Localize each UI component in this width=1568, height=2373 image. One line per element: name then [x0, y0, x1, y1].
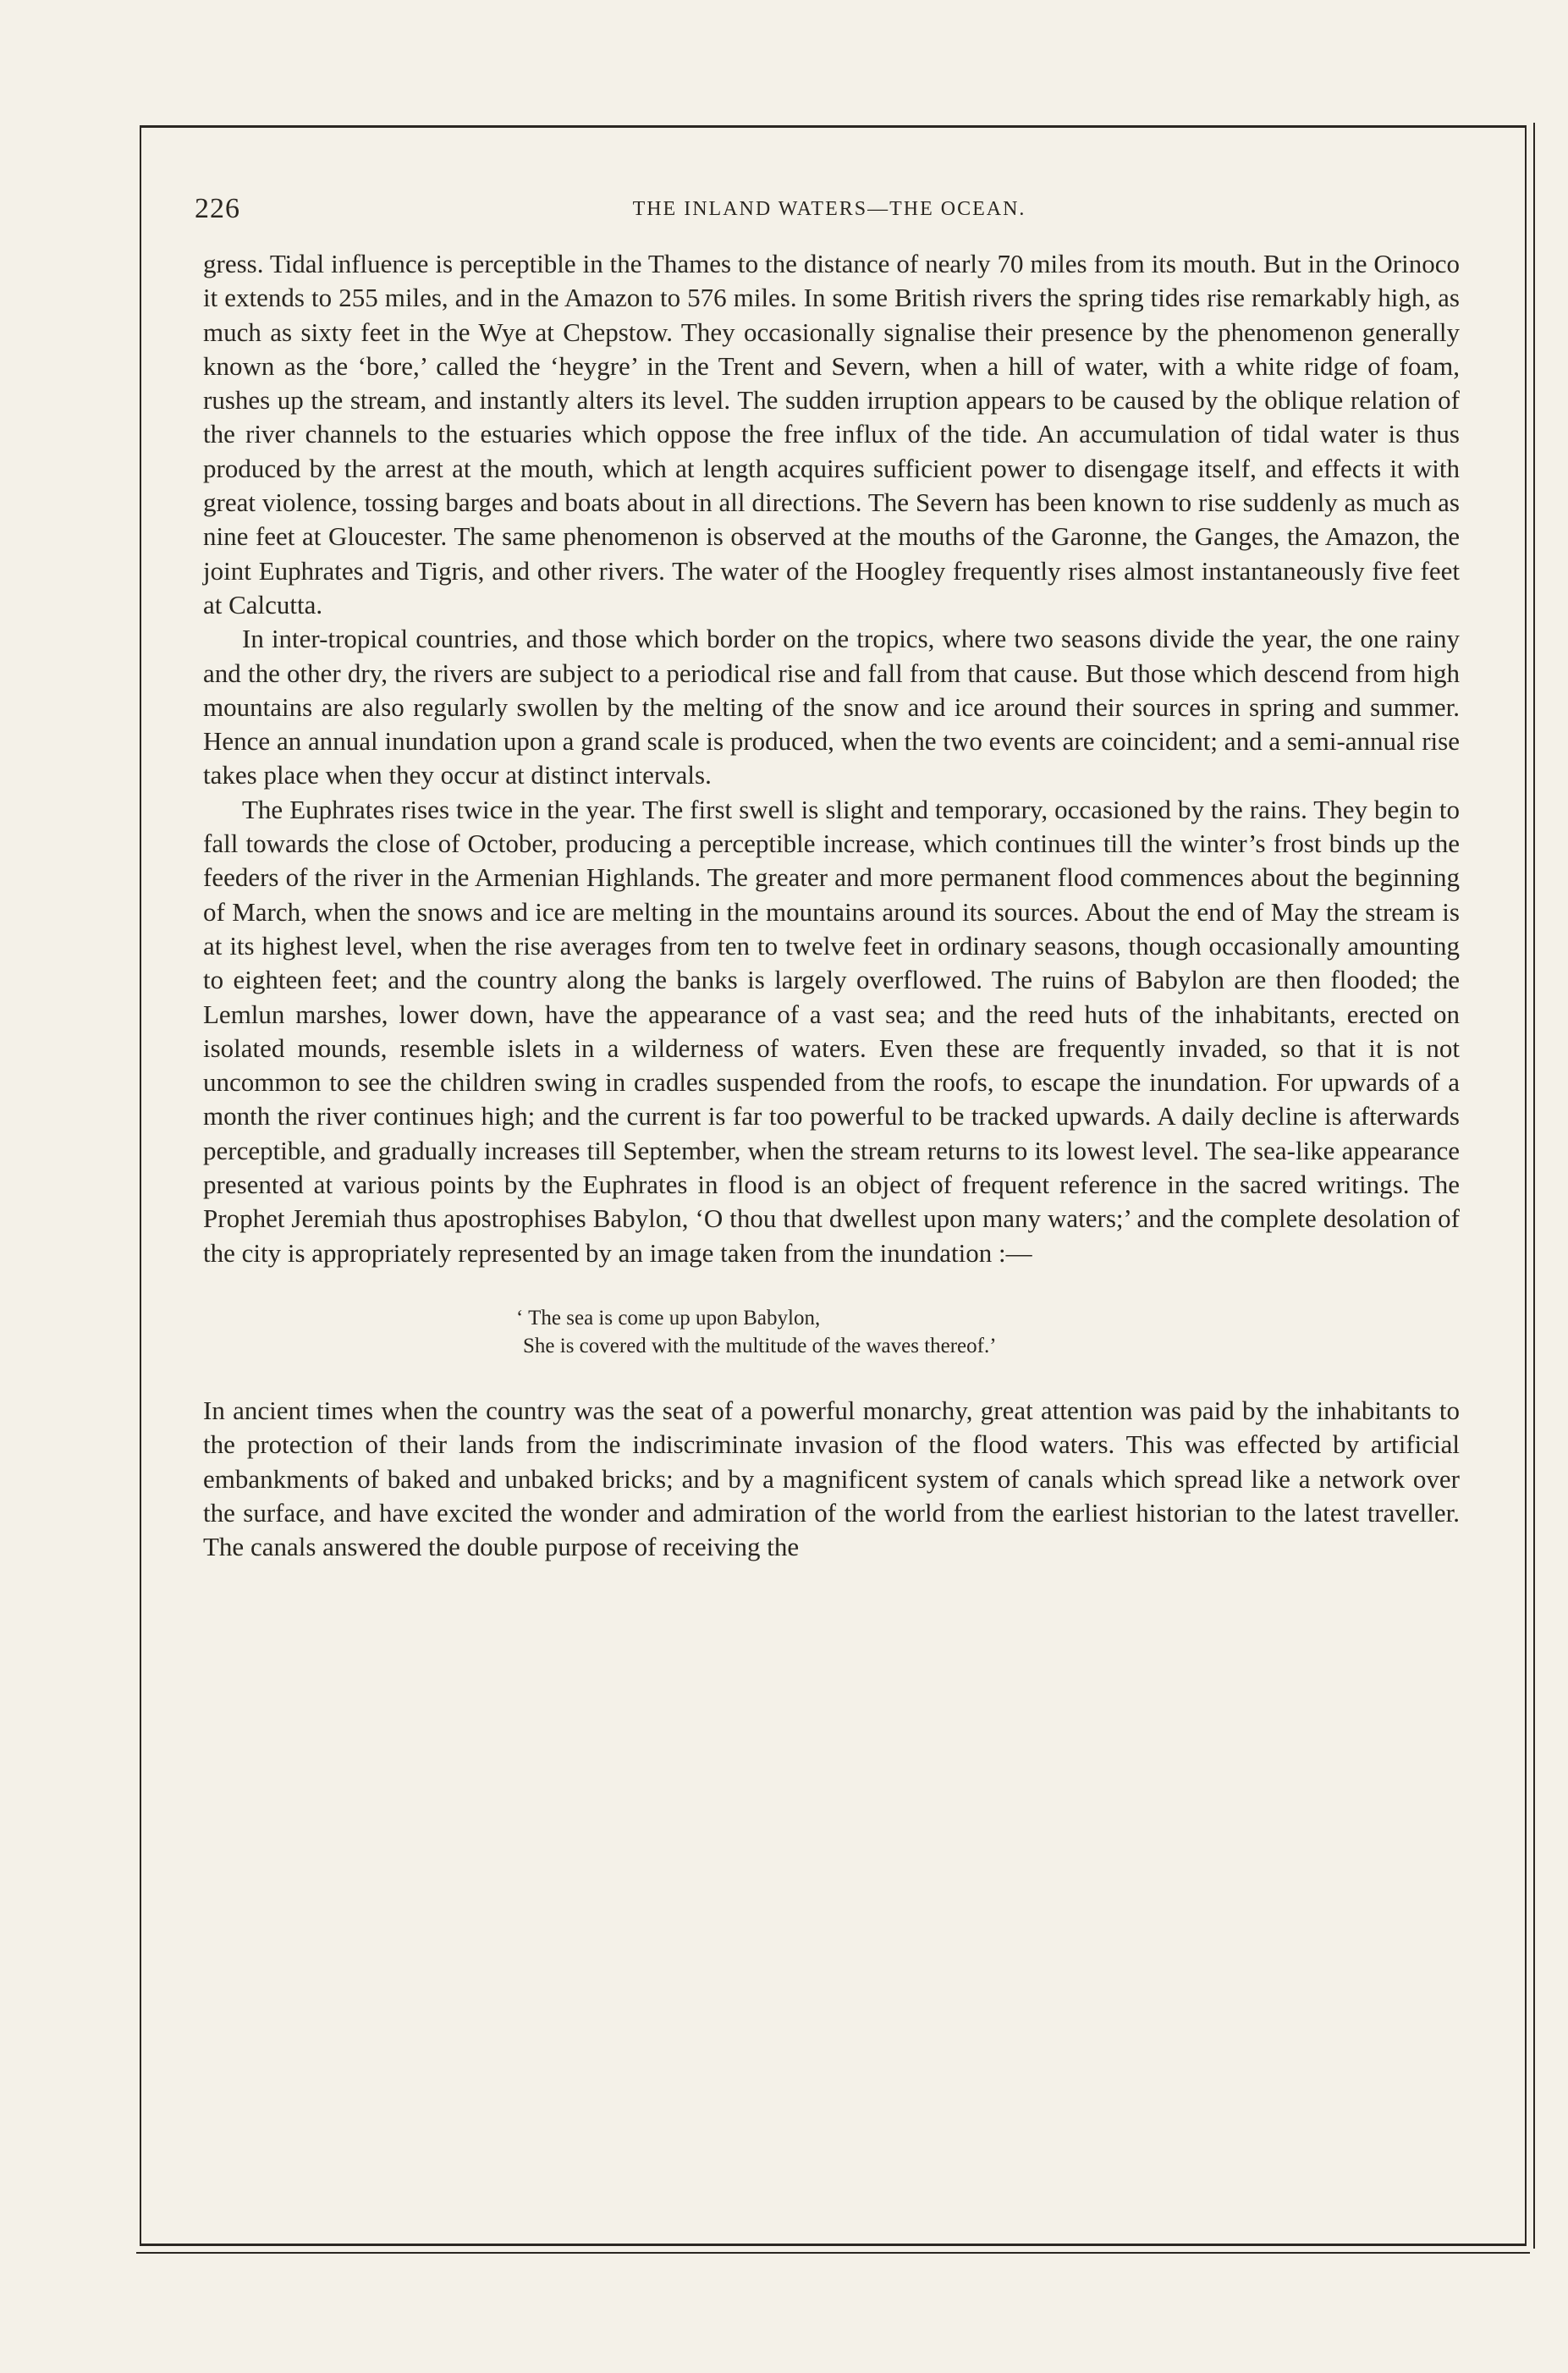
page-number: 226 [195, 193, 240, 224]
quote-line: She is covered with the multitude of the waves thereof.’ [523, 1334, 997, 1357]
body-text [203, 247, 1460, 1564]
running-title: THE INLAND WATERS—THE OCEAN. [632, 198, 1026, 220]
paragraph-euphrates: The Euphrates rises twice in the year. The first swell is slight and temporary, occasioned by the rains. They begin to fall towards the close of October, producing a perceptible increase, which continues till the winter’s frost binds up the feeders of the river in the Armenian Highlands. The greater and more permanent flood commences about the beginning of March, when the snows and ice are melting in the mountains around its sources. About the end of May the stream is at its highest level, when the rise averages from ten to twelve feet in ordinary seasons, though occasionally amounting to eighteen feet; and the country along the banks is largely overflowed. The ruins of Babylon are then flooded; the Lemlun marshes, lower down, have the appearance of a vast sea; and the reed huts of the inhabitants, erected on isolated mounds, resemble islets in a wilderness of waters. Even these are frequently invaded, so that it is not uncommon to see the children swing in cradles suspended from the roofs, to escape the inundation. For upwards of a month the river continues high; and the current is far too powerful to be tracked upwards. A daily decline is afterwards perceptible, and gradually increases till September, when the stream returns to its lowest level. The sea-like appearance presented at various points by the Euphrates in flood is an object of frequent reference in the sacred writings. The Prophet Jeremiah thus apostrophises Babylon, ‘O thou that dwellest upon many waters;’ and the complete desolation of the city is appropriately represented by an image taken from the inundation :— [203, 794, 1460, 1268]
running-head [195, 193, 1464, 227]
paragraph-ancient-times: In ancient times when the country was the seat of a powerful monarchy, great attention was paid by the inhabitants to the protection of their lands from the indiscriminate invasion of the flood waters. This was effected by artificial embankments of baked and unbaked bricks; and by a magnificent system of canals which spread like a network over the surface, and have excited the wonder and admiration of the world from the earliest historian to the latest traveller. The canals answered the double purpose of receiving the [203, 1395, 1460, 1562]
quote-line: ‘ The sea is come up upon Babylon, [516, 1306, 821, 1330]
paragraph-tidal-influence: gress. Tidal influence is perceptible in the Thames to the distance of nearly 70 miles from its mouth. But in the Orinoco it extends to 255 miles, and in the Amazon to 576 miles. In some British rivers the spring tides rise remarkably high, as much as sixty feet in the Wye at Chepstow. They occasionally signalise their presence by the phenomenon generally known as the ‘bore,’ called the ‘heygre’ in the Trent and Severn, when a hill of water, with a white ridge of foam, rushes up the stream, and instantly alters its level. The sudden irruption appears to be caused by the oblique relation of the river channels to the estuaries which oppose the free influx of the tide. An accumulation of tidal water is thus produced by the arrest at the mouth, which at length acquires sufficient power to disengage itself, and effects it with great violence, tossing barges and boats about in all directions. The Severn has been known to rise suddenly as much as nine feet at Gloucester. The same phenomenon is observed at the mouths of the Garonne, the Ganges, the Amazon, the joint Euphrates and Tigris, and other rivers. The water of the Hoogley frequently rises almost instantaneously five feet at Calcutta. [203, 249, 1460, 619]
block-quote [516, 1304, 1460, 1360]
paragraph-inter-tropical: In inter-tropical countries, and those which border on the tropics, where two seasons divide the year, the one rainy and the other dry, the rivers are subject to a periodical rise and fall from that cause. But those which descend from high mountains are also regularly swollen by the melting of the snow and ice around their sources in spring and summer. Hence an annual inundation upon a grand scale is produced, when the two events are coincident; and a semi-annual rise takes place when they occur at distinct intervals. [203, 624, 1460, 790]
